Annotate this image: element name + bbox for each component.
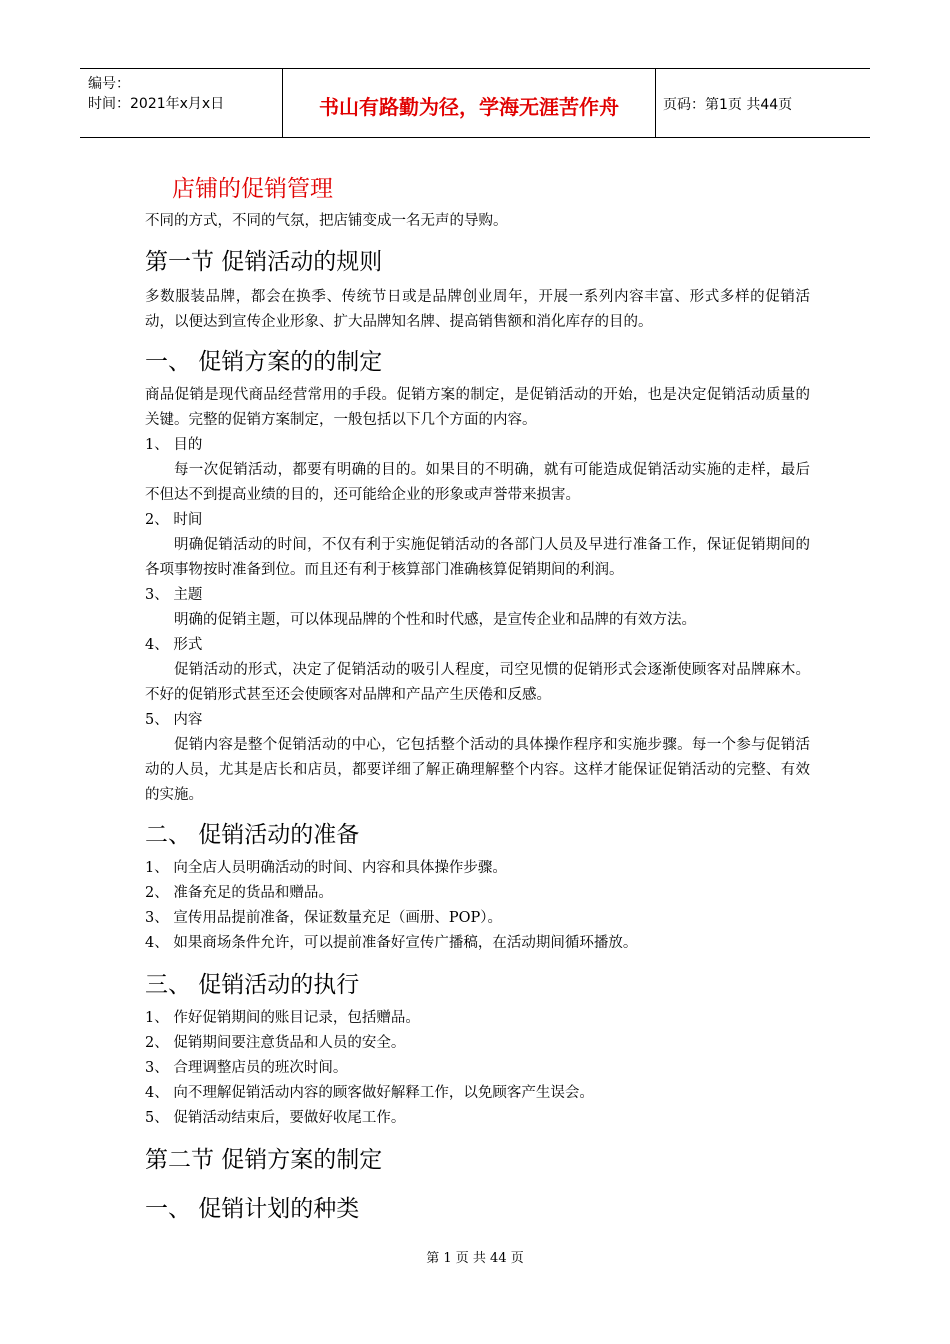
list-item: 5、 促销活动结束后，要做好收尾工作。 bbox=[145, 1110, 406, 1126]
list-item: 3、 合理调整店员的班次时间。 bbox=[145, 1060, 348, 1076]
header-motto: 书山有路勤为径，学海无涯苦作舟 bbox=[319, 95, 619, 119]
list-item: 3、 宣传用品提前准备，保证数量充足（画册、POP）。 bbox=[145, 910, 502, 926]
part1-item-text: 促销活动的形式，决定了促销活动的吸引人程度，司空见惯的促销形式会逐渐使顾客对品牌麻木。不好的促销形式甚至还会使顾客对品牌和产品产生厌倦和反感。 bbox=[145, 662, 810, 703]
section2-sub-heading: 一、 促销计划的种类 bbox=[145, 1196, 360, 1222]
part3-heading: 三、 促销活动的执行 bbox=[145, 972, 360, 998]
section2-heading: 第二节 促销方案的制定 bbox=[145, 1147, 383, 1173]
part1-item-text: 每一次促销活动，都要有明确的目的。如果目的不明确，就有可能造成促销活动实施的走样，最后不但达不到提高业绩的目的，还可能给企业的形象或声誉带来损害。 bbox=[145, 462, 810, 503]
part1-body bbox=[145, 383, 810, 808]
part1-item-text: 明确促销活动的时间，不仅有利于实施促销活动的各部门人员及早进行准备工作，保证促销期间的各项事物按时准备到位。而且还有利于核算部门准确核算促销期间的利润。 bbox=[145, 537, 810, 578]
list-item: 2、 准备充足的货品和赠品。 bbox=[145, 885, 333, 901]
part1-intro: 商品促销是现代商品经营常用的手段。促销方案的制定，是促销活动的开始，也是决定促销活动质量的关键。完整的促销方案制定，一般包括以下几个方面的内容。 bbox=[145, 387, 810, 428]
part2-heading: 二、 促销活动的准备 bbox=[145, 822, 360, 848]
doc-title: 店铺的促销管理 bbox=[172, 176, 333, 202]
part1-heading: 一、 促销方案的的制定 bbox=[145, 349, 383, 375]
header-table bbox=[80, 68, 870, 138]
doc-number-label: 编号： bbox=[88, 76, 130, 92]
part1-item-label: 3、 主题 bbox=[145, 587, 203, 603]
section1-heading: 第一节 促销活动的规则 bbox=[145, 249, 383, 275]
doc-time-label: 时间：2021年x月x日 bbox=[88, 96, 225, 112]
header-meta-cell bbox=[80, 69, 282, 137]
part1-item-label: 2、 时间 bbox=[145, 512, 203, 528]
list-item: 1、 作好促销期间的账目记录，包括赠品。 bbox=[145, 1010, 420, 1026]
list-item: 4、 如果商场条件允许，可以提前准备好宣传广播稿，在活动期间循环播放。 bbox=[145, 935, 638, 951]
section1-intro: 多数服装品牌，都会在换季、传统节日或是品牌创业周年，开展一系列内容丰富、形式多样的促销活动，以便达到宣传企业形象、扩大品牌知名牌、提高销售额和消化库存的目的。 bbox=[145, 289, 810, 330]
part3-list bbox=[145, 1006, 810, 1131]
part1-item-label: 1、 目的 bbox=[145, 437, 203, 453]
list-item: 2、 促销期间要注意货品和人员的安全。 bbox=[145, 1035, 406, 1051]
page-footer: 第 1 页 共 44 页 bbox=[426, 1251, 524, 1266]
header-page-label: 页码：第1页 共44页 bbox=[663, 97, 793, 113]
doc-subtitle: 不同的方式，不同的气氛，把店铺变成一名无声的导购。 bbox=[145, 213, 508, 229]
header-page-cell bbox=[655, 69, 870, 137]
part1-item-label: 4、 形式 bbox=[145, 637, 203, 653]
list-item: 4、 向不理解促销活动内容的顾客做好解释工作，以免顾客产生误会。 bbox=[145, 1085, 594, 1101]
list-item: 1、 向全店人员明确活动的时间、内容和具体操作步骤。 bbox=[145, 860, 507, 876]
part2-list bbox=[145, 856, 810, 956]
part1-item-text: 促销内容是整个促销活动的中心，它包括整个活动的具体操作程序和实施步骤。每一个参与促销活动的人员，尤其是店长和店员，都要详细了解正确理解整个内容。这样才能保证促销活动的完整、有效的实施。 bbox=[145, 737, 810, 803]
part1-item-text: 明确的促销主题，可以体现品牌的个性和时代感，是宣传企业和品牌的有效方法。 bbox=[174, 612, 696, 628]
header-motto-cell bbox=[282, 69, 656, 137]
part1-item-label: 5、 内容 bbox=[145, 712, 203, 728]
